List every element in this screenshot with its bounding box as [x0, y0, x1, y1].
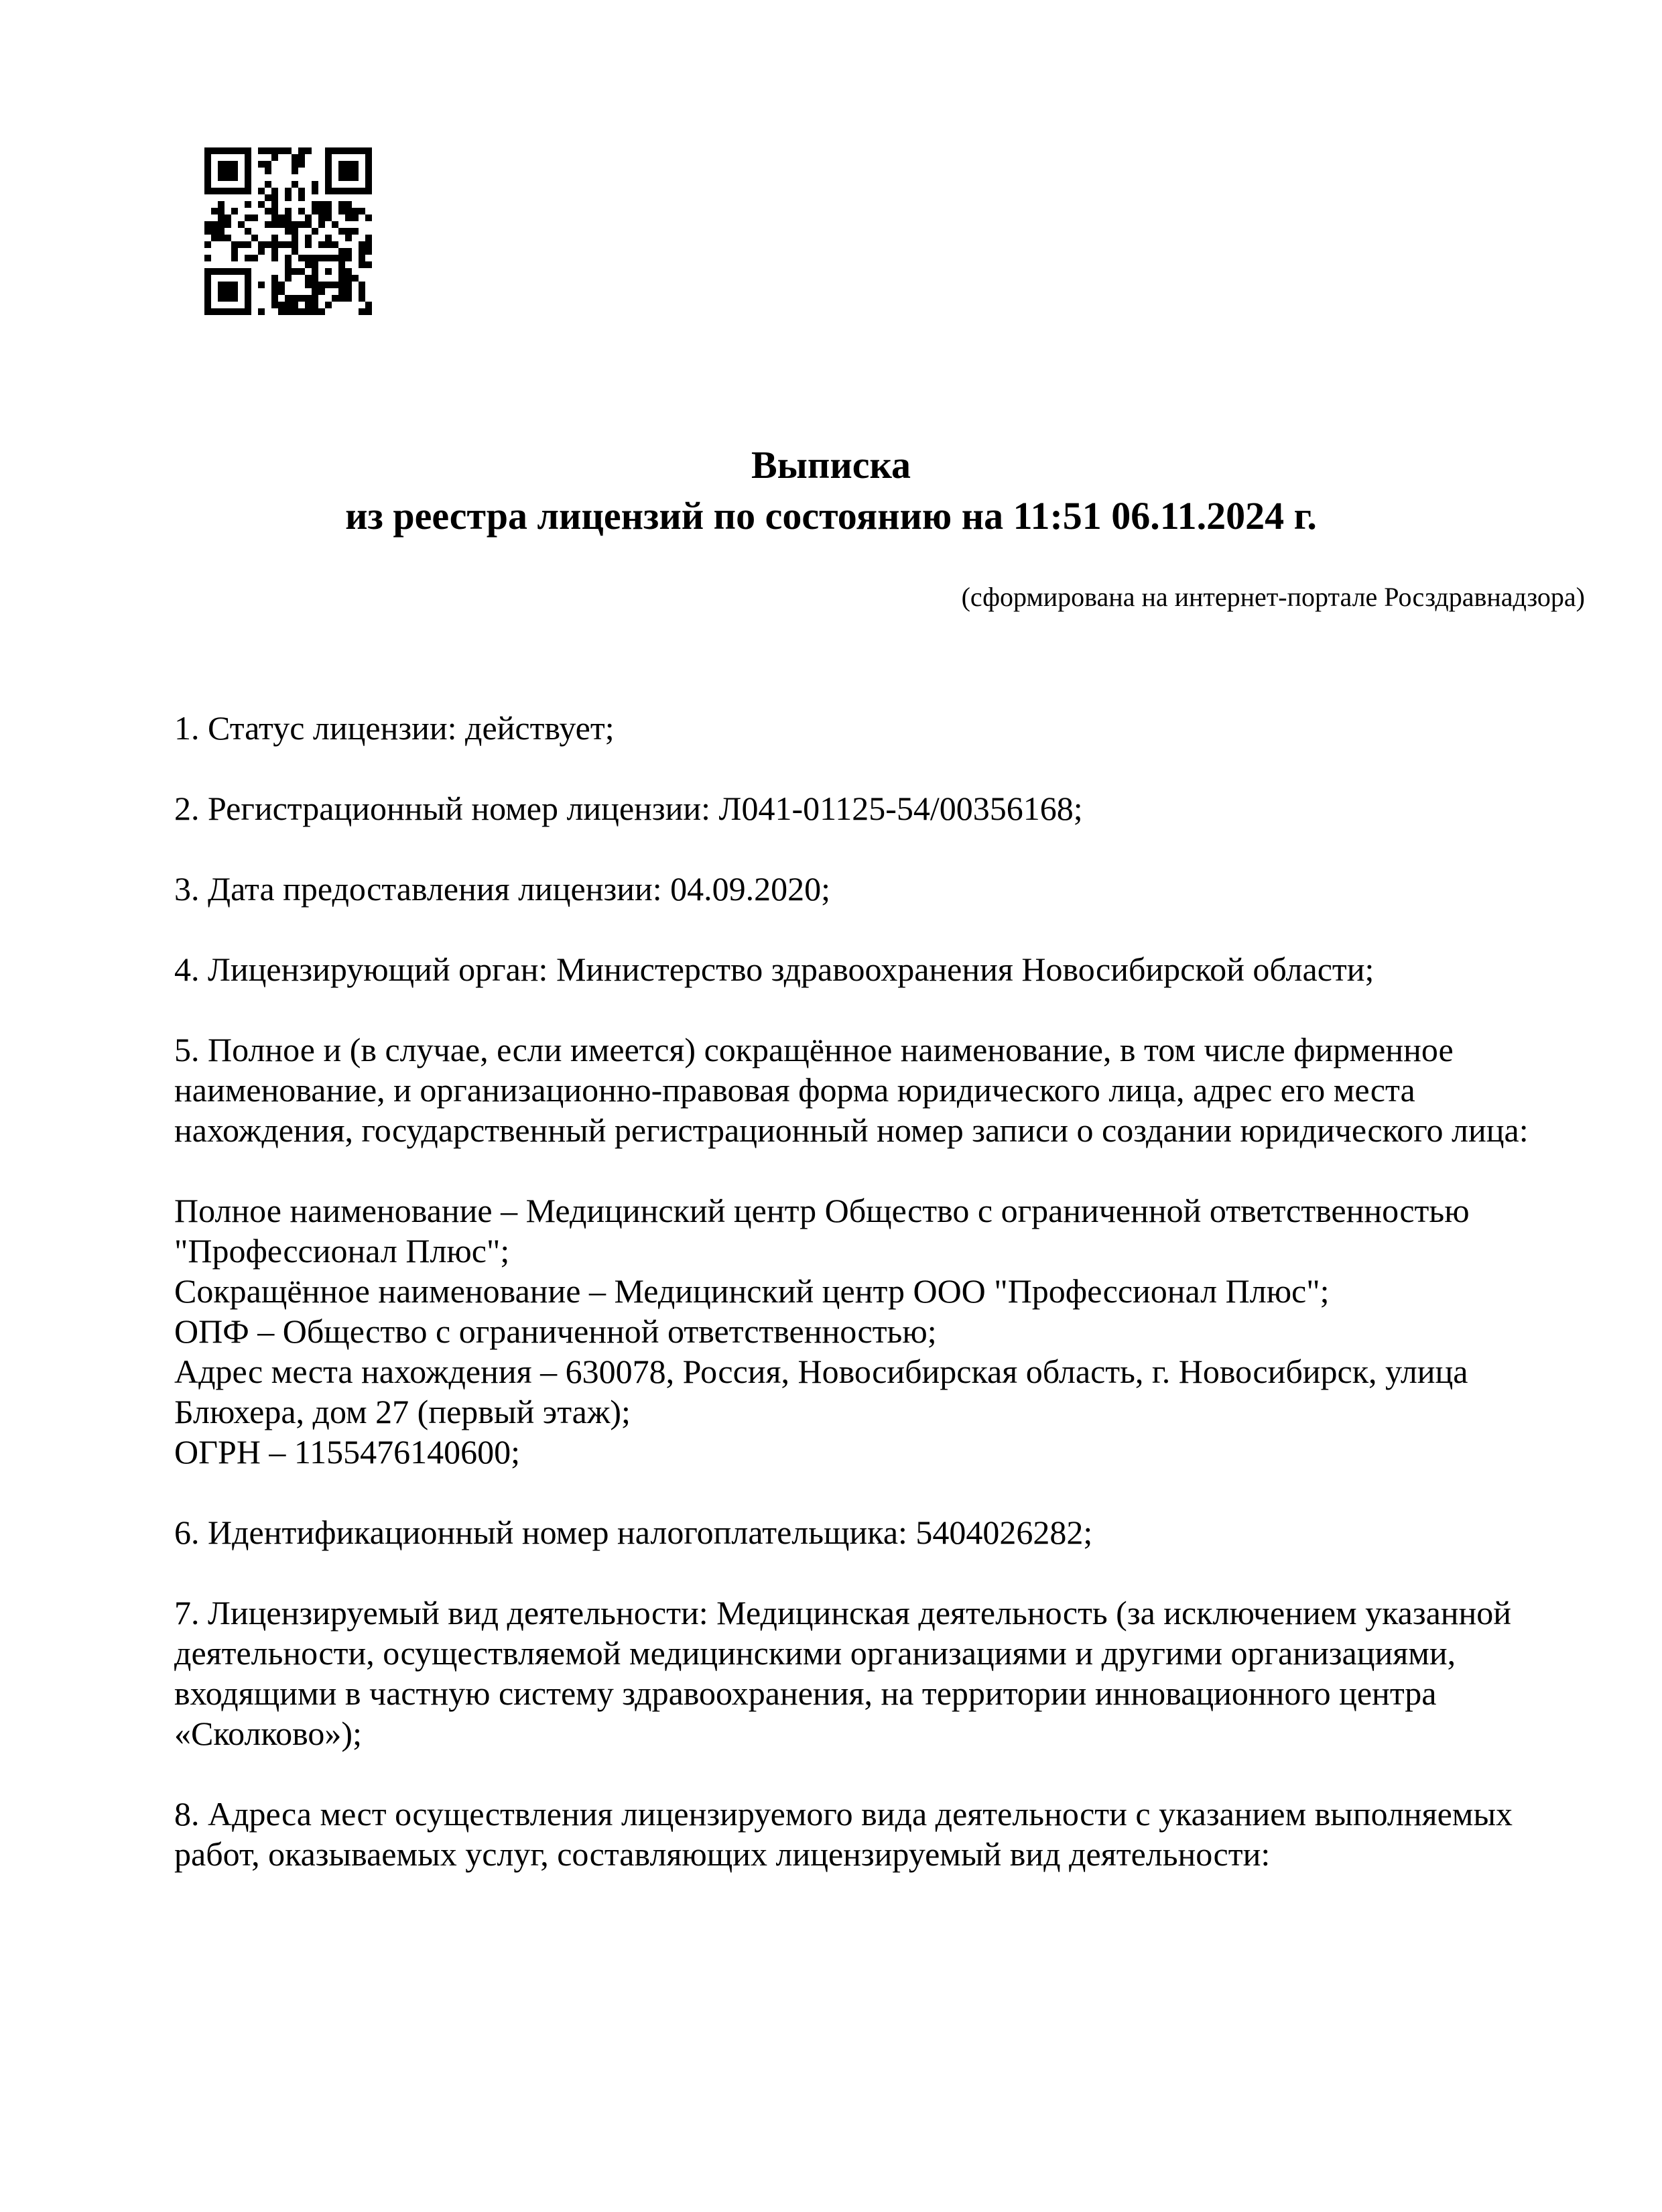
- title-line-1: Выписка: [751, 443, 911, 487]
- org-address: Адрес места нахождения – 630078, Россия, Новосибирская область, г. Новосибирск, улица Блюхера, дом 27 (первый этаж);: [174, 1353, 1468, 1430]
- org-ogrn: ОГРН – 1155476140600;: [174, 1433, 520, 1471]
- org-full-name: Полное наименование – Медицинский центр Общество с ограниченной ответственностью "Профессионал Плюс";: [174, 1192, 1470, 1270]
- paragraph-org-names-intro: 5. Полное и (в случае, если имеется) сокращённое наименование, в том числе фирменное наименование, и организационно-правовая форма юридического лица, адрес его места нахождения, государственный регистрационный номер записи о создании юридического лица:: [174, 1031, 1529, 1149]
- paragraph-grant-date: 3. Дата предоставления лицензии: 04.09.2020;: [174, 870, 831, 908]
- org-details: [174, 1190, 1541, 1472]
- document-body: [0, 708, 1662, 1874]
- paragraph-inn: 6. Идентификационный номер налогоплательщика: 5404026282;: [174, 1514, 1093, 1551]
- paragraph-registration-number: 2. Регистрационный номер лицензии: Л041-01125-54/00356168;: [174, 790, 1083, 827]
- title-line-2: из реестра лицензий по состоянию на 11:51 06.11.2024 г.: [345, 494, 1317, 538]
- paragraph-activity-addresses: 8. Адреса мест осуществления лицензируемого вида деятельности с указанием выполняемых работ, оказываемых услуг, составляющих лицензируемый вид деятельности:: [174, 1795, 1513, 1873]
- paragraph-licensed-activity: 7. Лицензируемый вид деятельности: Медицинская деятельность (за исключением указанной деятельности, осуществляемой медицинскими организациями и другими организациями, входящими в частную систему здравоохранения, на территории инновационного центра «Сколково»);: [174, 1594, 1512, 1752]
- document-title: [0, 440, 1662, 542]
- qr-code-icon: [204, 147, 372, 315]
- org-legal-form: ОПФ – Общество с ограниченной ответственностью;: [174, 1312, 937, 1350]
- paragraph-licensing-authority: 4. Лицензирующий орган: Министерство здравоохранения Новосибирской области;: [174, 950, 1375, 988]
- subtitle-note: (сформирована на интернет-портале Росздравнадзора): [961, 582, 1585, 612]
- paragraph-license-status: 1. Статус лицензии: действует;: [174, 709, 615, 747]
- org-short-name: Сокращённое наименование – Медицинский центр ООО "Профессионал Плюс";: [174, 1272, 1330, 1310]
